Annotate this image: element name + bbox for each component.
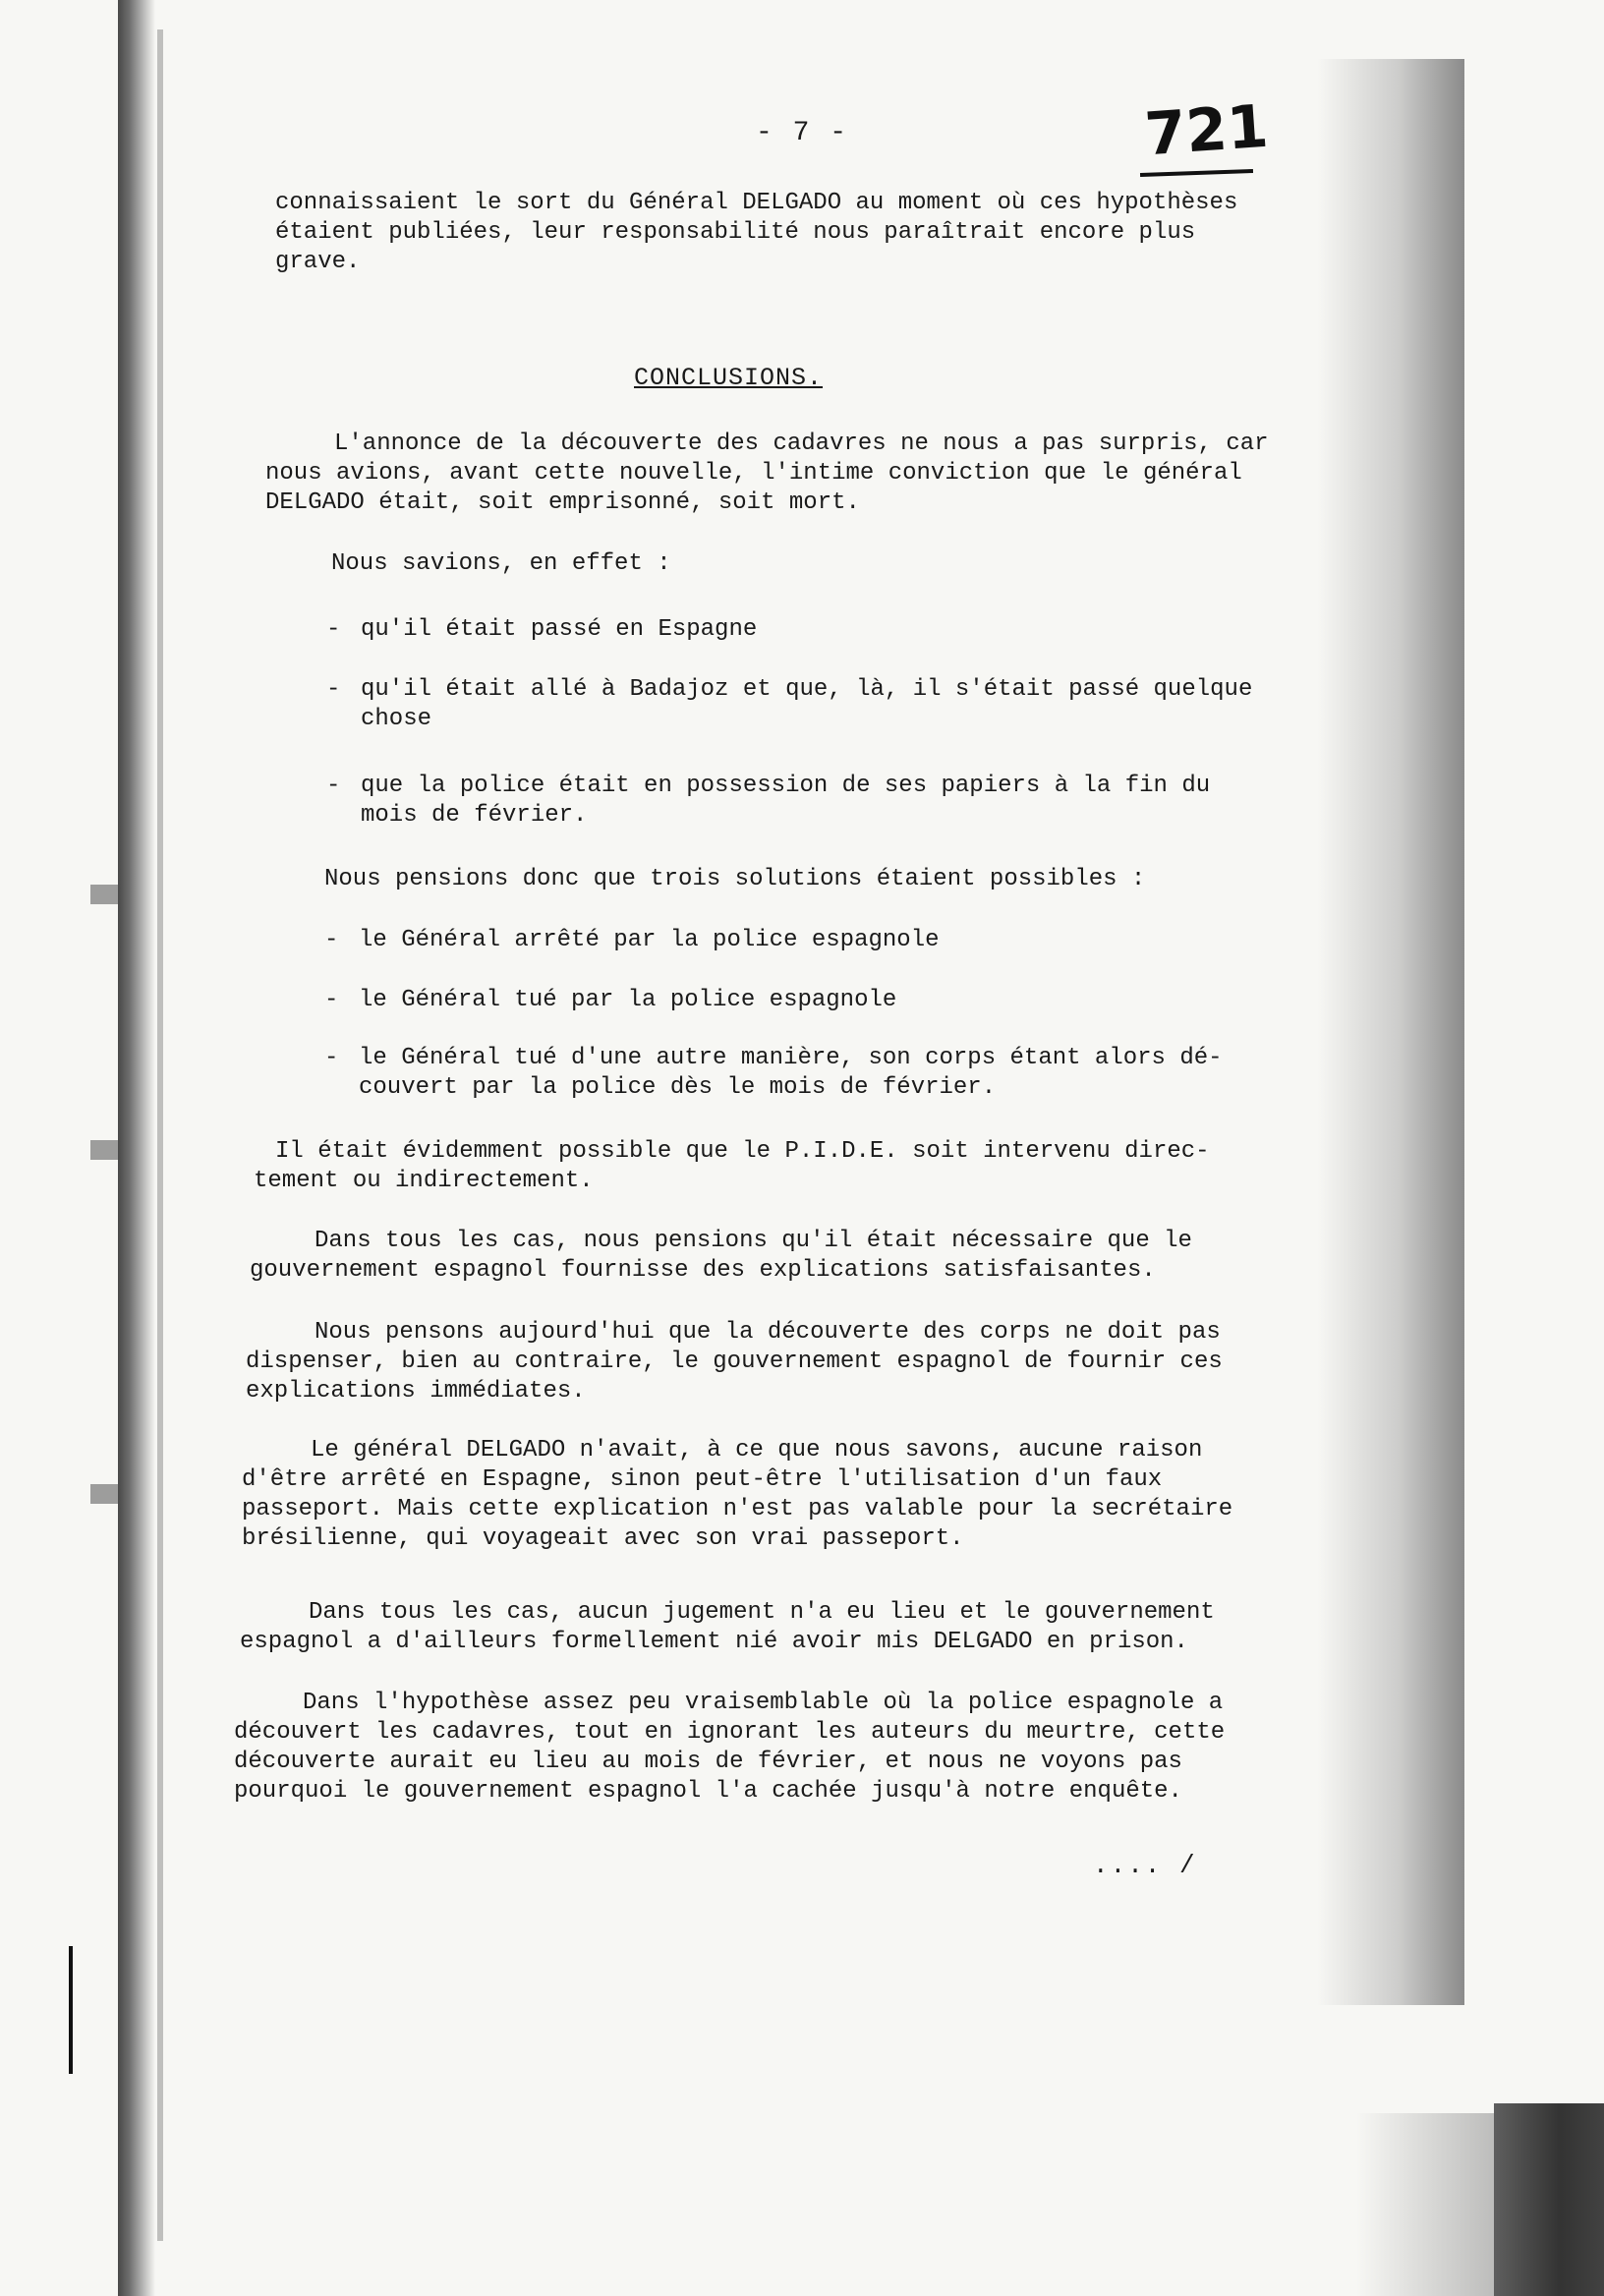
text-line: découverte aurait eu lieu au mois de février, et nous ne voyons pas bbox=[234, 1749, 1182, 1775]
margin-mark bbox=[90, 1484, 118, 1504]
text-line: passeport. Mais cette explication n'est pas valable pour la secrétaire bbox=[242, 1496, 1233, 1522]
text-line: chose bbox=[361, 706, 432, 732]
binder-clip-line bbox=[69, 1946, 73, 2074]
intro-paragraph bbox=[275, 189, 1237, 277]
page-number: - 7 - bbox=[755, 118, 848, 148]
text-line: tement ou indirectement. bbox=[254, 1168, 594, 1194]
text-line: Dans tous les cas, aucun jugement n'a eu lieu et le gouvernement bbox=[309, 1599, 1215, 1626]
text-line: que la police était en possession de ses papiers à la fin du bbox=[361, 773, 1211, 799]
text-line: L'annonce de la découverte des cadavres ne nous a pas surpris, car bbox=[334, 430, 1269, 457]
section-heading: CONCLUSIONS. bbox=[634, 364, 824, 392]
text-line: d'être arrêté en Espagne, sinon peut-être l'utilisation d'un faux bbox=[242, 1466, 1163, 1493]
margin-mark bbox=[90, 1140, 118, 1160]
bottom-corner-shadow bbox=[1494, 2103, 1604, 2296]
text-line: le Général tué par la police espagnole bbox=[359, 987, 897, 1013]
text-line: étaient publiées, leur responsabilité nous paraîtrait encore plus bbox=[275, 219, 1196, 246]
paragraph-explanations bbox=[250, 1227, 1192, 1286]
paragraph-judgement bbox=[240, 1598, 1215, 1657]
text-line: Le général DELGADO n'avait, à ce que nous savons, aucune raison bbox=[311, 1437, 1203, 1464]
text-line: découvert les cadavres, tout en ignorant les auteurs du meurtre, cette bbox=[234, 1719, 1226, 1746]
paragraph-announcement bbox=[265, 430, 1269, 518]
paragraph-known-intro bbox=[331, 549, 671, 579]
binding-shadow bbox=[157, 29, 163, 2241]
text-line: mois de février. bbox=[361, 802, 588, 829]
list-dash: - bbox=[326, 773, 341, 799]
text-line: Nous pensions donc que trois solutions étaient possibles : bbox=[324, 866, 1146, 892]
list-dash: - bbox=[324, 987, 339, 1013]
text-line: Nous pensons aujourd'hui que la découverte des corps ne doit pas bbox=[315, 1319, 1221, 1346]
list-dash: - bbox=[326, 616, 341, 643]
text-line: couvert par la police dès le mois de février. bbox=[359, 1074, 997, 1101]
text-line: dispenser, bien au contraire, le gouvernement espagnol de fournir ces bbox=[246, 1349, 1223, 1375]
list-dash: - bbox=[326, 676, 341, 703]
text-line: connaissaient le sort du Général DELGADO au moment où ces hypothèses bbox=[275, 190, 1238, 216]
folio-underline bbox=[1140, 169, 1253, 177]
text-line: grave. bbox=[275, 249, 361, 275]
bottom-edge-shadow bbox=[1356, 2113, 1494, 2296]
text-line: Dans tous les cas, nous pensions qu'il était nécessaire que le bbox=[315, 1228, 1192, 1254]
paragraph-hypothesis bbox=[234, 1689, 1225, 1807]
text-line: DELGADO était, soit emprisonné, soit mort. bbox=[265, 489, 860, 516]
text-line: le Général arrêté par la police espagnole bbox=[359, 927, 940, 953]
text-line: Dans l'hypothèse assez peu vraisemblable où la police espagnole a bbox=[303, 1690, 1224, 1716]
text-line: Nous savions, en effet : bbox=[331, 550, 671, 577]
text-line: espagnol a d'ailleurs formellement nié avoir mis DELGADO en prison. bbox=[240, 1629, 1188, 1655]
list-dash: - bbox=[324, 927, 339, 953]
text-line: qu'il était allé à Badajoz et que, là, il s'était passé quelque bbox=[361, 676, 1253, 703]
text-line: pourquoi le gouvernement espagnol l'a cachée jusqu'à notre enquête. bbox=[234, 1778, 1182, 1805]
right-edge-shadow bbox=[1317, 59, 1464, 2005]
handwritten-folio: 721 bbox=[1142, 91, 1271, 170]
text-line: Il était évidemment possible que le P.I.D.E. soit intervenu direc- bbox=[275, 1138, 1210, 1165]
continuation-marker: .... / bbox=[1093, 1851, 1197, 1880]
paragraph-solutions-intro bbox=[324, 865, 1145, 894]
text-line: brésilienne, qui voyageait avec son vrai passeport. bbox=[242, 1525, 964, 1552]
text-line: le Général tué d'une autre manière, son corps étant alors dé- bbox=[359, 1045, 1223, 1071]
list-dash: - bbox=[324, 1045, 339, 1071]
paragraph-arrest bbox=[242, 1436, 1232, 1554]
paragraph-pide bbox=[254, 1137, 1210, 1196]
text-line: explications immédiates. bbox=[246, 1378, 586, 1405]
binding-edge bbox=[118, 0, 155, 2296]
text-line: qu'il était passé en Espagne bbox=[361, 616, 758, 643]
margin-mark bbox=[90, 885, 118, 904]
paragraph-discovery bbox=[246, 1318, 1223, 1406]
text-line: gouvernement espagnol fournisse des explications satisfaisantes. bbox=[250, 1257, 1156, 1284]
text-line: nous avions, avant cette nouvelle, l'intime conviction que le général bbox=[265, 460, 1242, 487]
